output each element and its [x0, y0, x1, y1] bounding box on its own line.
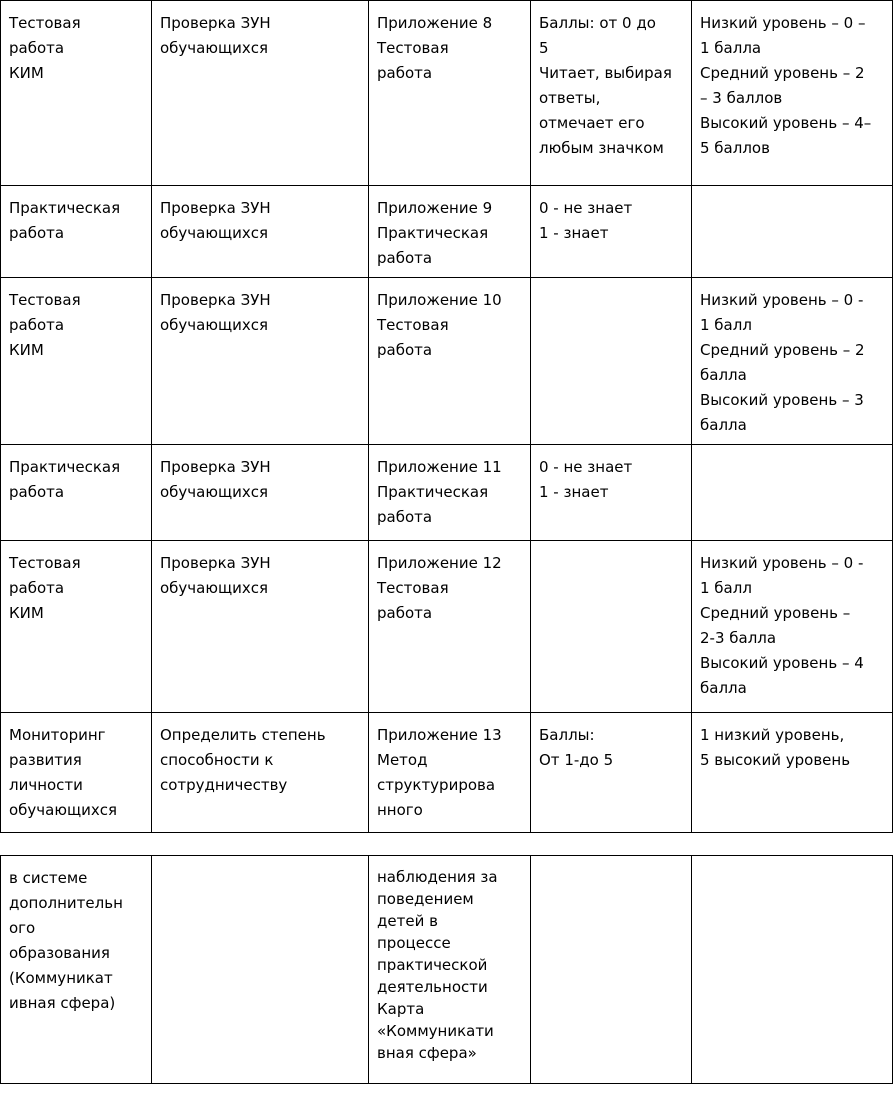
cell-text-line: Мониторинг — [9, 726, 106, 744]
cell-text-line: деятельности — [377, 978, 488, 996]
cell-text-line: ответы, — [539, 89, 601, 107]
cell-text-line: – 3 баллов — [700, 89, 783, 107]
cell-text-line: Низкий уровень – 0 - — [700, 554, 864, 572]
cell-text-line: Практическая — [377, 483, 489, 501]
assessment-table-continued — [0, 855, 893, 1084]
purpose-cell — [152, 445, 369, 541]
cell-text-line: процессе — [377, 934, 451, 952]
scoring-cell — [531, 445, 692, 541]
cell-text-line: Определить степень — [160, 726, 326, 744]
cell-text-line: Тестовая — [377, 316, 449, 334]
table-row — [1, 856, 893, 1084]
levels-cell — [692, 278, 893, 445]
cell-text-line: вная сфера» — [377, 1044, 477, 1062]
cell-text-line: работа — [9, 483, 65, 501]
cell-text-line: Тестовая — [9, 14, 81, 32]
cell-text-line: сотрудничеству — [160, 776, 288, 794]
scoring-cell — [531, 713, 692, 833]
cell-text-line: нного — [377, 801, 423, 819]
cell-text-line: способности к — [160, 751, 274, 769]
cell-text-line: обучающихся — [160, 316, 269, 334]
cell-text-line: обучающихся — [160, 39, 269, 57]
cell-text-line: Средний уровень – 2 — [700, 341, 865, 359]
scoring-cell — [531, 856, 692, 1084]
scoring-cell — [531, 186, 692, 278]
form-cell — [1, 445, 152, 541]
cell-text-line: От 1-до 5 — [539, 751, 614, 769]
cell-text-line: работа — [9, 224, 65, 242]
cell-text-line: Практическая — [9, 199, 121, 217]
table-row — [1, 186, 893, 278]
purpose-cell — [152, 186, 369, 278]
form-cell — [1, 541, 152, 713]
cell-text-line: Карта — [377, 1000, 425, 1018]
cell-text-line: наблюдения за — [377, 868, 498, 886]
cell-text-line: (Коммуникат — [9, 969, 113, 987]
cell-text-line: работа — [9, 579, 65, 597]
cell-text-line: структурирова — [377, 776, 496, 794]
appendix-cell — [369, 186, 531, 278]
form-cell — [1, 1, 152, 186]
cell-text-line: обучающихся — [160, 224, 269, 242]
cell-text-line: Проверка ЗУН — [160, 554, 271, 572]
table-row — [1, 541, 893, 713]
purpose-cell — [152, 1, 369, 186]
cell-text-line: дополнительн — [9, 894, 123, 912]
cell-text-line: детей в — [377, 912, 438, 930]
appendix-cell — [369, 713, 531, 833]
cell-text-line: работа — [9, 39, 65, 57]
cell-text-line: ого — [9, 919, 36, 937]
levels-cell — [692, 541, 893, 713]
cell-text-line: 1 балл — [700, 579, 752, 597]
cell-text-line: Приложение 13 — [377, 726, 502, 744]
cell-text-line: отмечает его — [539, 114, 645, 132]
cell-text-line: КИМ — [9, 64, 44, 82]
cell-text-line: Практическая — [377, 224, 489, 242]
form-cell — [1, 856, 152, 1084]
cell-text-line: обучающихся — [160, 579, 269, 597]
appendix-cell — [369, 1, 531, 186]
cell-text-line: Проверка ЗУН — [160, 14, 271, 32]
appendix-cell — [369, 541, 531, 713]
cell-text-line: Низкий уровень – 0 – — [700, 14, 866, 32]
scoring-cell — [531, 1, 692, 186]
cell-text-line: 1 низкий уровень, — [700, 726, 845, 744]
cell-text-line: 0 - не знает — [539, 458, 633, 476]
cell-text-line: работа — [377, 341, 433, 359]
levels-cell — [692, 445, 893, 541]
cell-text-line: работа — [9, 316, 65, 334]
cell-text-line: Приложение 10 — [377, 291, 502, 309]
table-row — [1, 445, 893, 541]
cell-text-line: Средний уровень – 2 — [700, 64, 865, 82]
levels-cell — [692, 713, 893, 833]
cell-text-line: 1 балла — [700, 39, 762, 57]
purpose-cell — [152, 541, 369, 713]
purpose-cell — [152, 278, 369, 445]
cell-text-line: Приложение 11 — [377, 458, 502, 476]
cell-text-line: Приложение 9 — [377, 199, 493, 217]
cell-text-line: Практическая — [9, 458, 121, 476]
cell-text-line: 2-3 балла — [700, 629, 777, 647]
cell-text-line: КИМ — [9, 604, 44, 622]
purpose-cell — [152, 713, 369, 833]
cell-text-line: любым значком — [539, 139, 664, 157]
levels-cell — [692, 1, 893, 186]
cell-text-line: Средний уровень – — [700, 604, 851, 622]
cell-text-line: Баллы: от 0 до — [539, 14, 656, 32]
scoring-cell — [531, 541, 692, 713]
cell-text-line: Высокий уровень – 4 — [700, 654, 864, 672]
cell-text-line: Проверка ЗУН — [160, 291, 271, 309]
cell-text-line: балла — [700, 366, 747, 384]
cell-text-line: образования — [9, 944, 110, 962]
form-cell — [1, 278, 152, 445]
cell-text-line: в системе — [9, 869, 88, 887]
cell-text-line: практической — [377, 956, 488, 974]
cell-text-line: 5 высокий уровень — [700, 751, 851, 769]
cell-text-line: обучающихся — [9, 801, 118, 819]
appendix-cell — [369, 856, 531, 1084]
levels-cell — [692, 856, 893, 1084]
form-cell — [1, 713, 152, 833]
cell-text-line: Приложение 8 — [377, 14, 493, 32]
cell-text-line: 1 - знает — [539, 224, 609, 242]
cell-text-line: Низкий уровень – 0 - — [700, 291, 864, 309]
cell-text-line: Баллы: — [539, 726, 595, 744]
cell-text-line: 1 балл — [700, 316, 752, 334]
cell-text-line: Приложение 12 — [377, 554, 502, 572]
cell-text-line: балла — [700, 679, 747, 697]
cell-text-line: 1 - знает — [539, 483, 609, 501]
cell-text-line: 5 баллов — [700, 139, 770, 157]
purpose-cell — [152, 856, 369, 1084]
cell-text-line: работа — [377, 604, 433, 622]
cell-text-line: развития — [9, 751, 82, 769]
appendix-cell — [369, 445, 531, 541]
cell-text-line: Тестовая — [9, 554, 81, 572]
cell-text-line: КИМ — [9, 341, 44, 359]
cell-text-line: ивная сфера) — [9, 994, 116, 1012]
cell-text-line: обучающихся — [160, 483, 269, 501]
cell-text-line: работа — [377, 249, 433, 267]
cell-text-line: Читает, выбирая — [539, 64, 672, 82]
cell-text-line: Высокий уровень – 4– — [700, 114, 872, 132]
cell-text-line: работа — [377, 64, 433, 82]
cell-text-line: поведением — [377, 890, 474, 908]
table-row — [1, 278, 893, 445]
cell-text-line: Высокий уровень – 3 — [700, 391, 864, 409]
scoring-cell — [531, 278, 692, 445]
cell-text-line: 0 - не знает — [539, 199, 633, 217]
cell-text-line: балла — [700, 416, 747, 434]
cell-text-line: Тестовая — [377, 579, 449, 597]
cell-text-line: Проверка ЗУН — [160, 458, 271, 476]
table-row — [1, 713, 893, 833]
cell-text-line: Проверка ЗУН — [160, 199, 271, 217]
cell-text-line: Тестовая — [9, 291, 81, 309]
levels-cell — [692, 186, 893, 278]
table-row — [1, 1, 893, 186]
cell-text-line: личности — [9, 776, 83, 794]
form-cell — [1, 186, 152, 278]
cell-text-line: Метод — [377, 751, 428, 769]
cell-text-line: Тестовая — [377, 39, 449, 57]
appendix-cell — [369, 278, 531, 445]
cell-text-line: «Коммуникати — [377, 1022, 494, 1040]
cell-text-line: работа — [377, 508, 433, 526]
cell-text-line: 5 — [539, 39, 549, 57]
